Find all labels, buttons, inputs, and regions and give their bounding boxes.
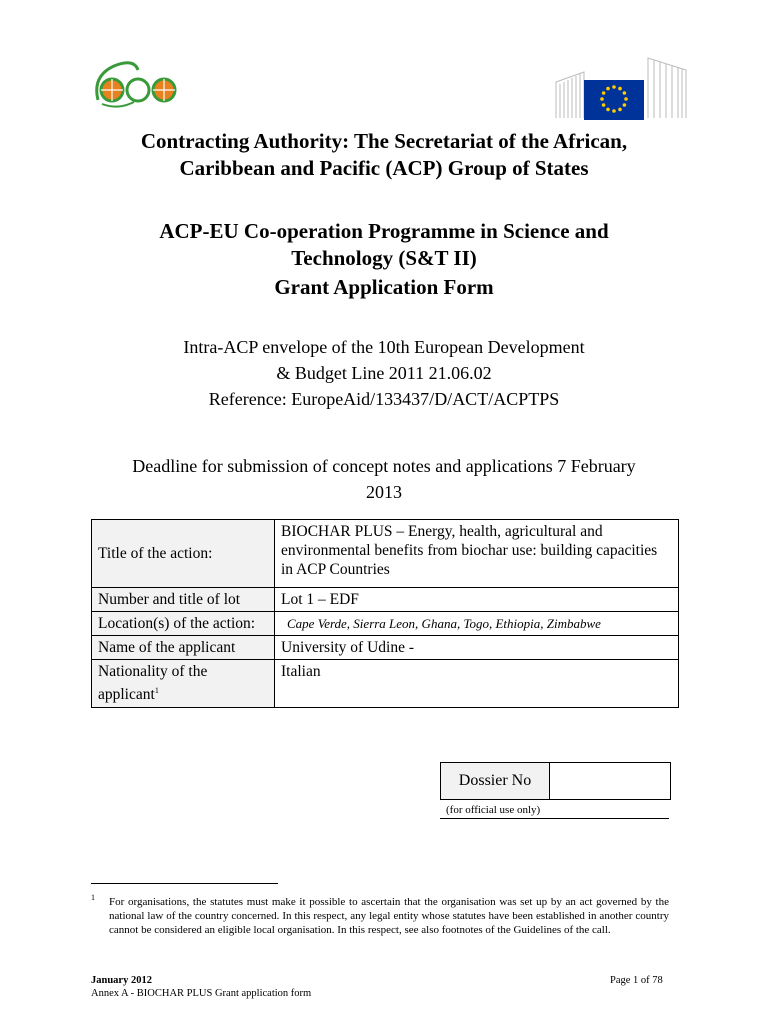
table-row-lot bbox=[92, 588, 679, 612]
programme-line-1: ACP-EU Co-operation Programme in Science and bbox=[159, 219, 609, 243]
lot-value: Lot 1 – EDF bbox=[275, 588, 679, 612]
table-row-title bbox=[92, 520, 679, 588]
info-line-2: & Budget Line 2011 21.06.02 bbox=[276, 363, 492, 383]
contracting-line-1: Contracting Authority: The Secretariat of the African, bbox=[140, 129, 628, 153]
footnote bbox=[91, 895, 669, 937]
action-details-table bbox=[91, 519, 679, 708]
location-cell bbox=[275, 612, 679, 636]
acp-logo bbox=[88, 56, 180, 112]
dossier-label: Dossier No bbox=[441, 763, 550, 799]
european-commission-logo bbox=[554, 52, 690, 122]
title-label: Title of the action: bbox=[92, 520, 275, 588]
dossier-box bbox=[440, 762, 671, 800]
footnote-divider bbox=[91, 883, 278, 884]
nationality-label-cell bbox=[92, 660, 275, 708]
lot-label: Number and title of lot bbox=[92, 588, 275, 612]
applicant-label: Name of the applicant bbox=[92, 636, 275, 660]
location-value: Cape Verde, Sierra Leon, Ghana, Togo, Ethiopia, Zimbabwe bbox=[287, 616, 601, 631]
info-line-1: Intra-ACP envelope of the 10th European Development bbox=[183, 337, 585, 357]
table-row-location bbox=[92, 612, 679, 636]
programme-info bbox=[0, 334, 768, 412]
applicant-value: University of Udine - bbox=[275, 636, 679, 660]
programme-heading bbox=[0, 218, 768, 272]
nationality-value: Italian bbox=[275, 660, 679, 708]
location-label: Location(s) of the action: bbox=[92, 612, 275, 636]
footer-annex: Annex A - BIOCHAR PLUS Grant application form bbox=[91, 988, 312, 999]
deadline-line-2: 2013 bbox=[366, 482, 402, 502]
footer-date: January 2012 bbox=[91, 975, 152, 986]
dossier-value bbox=[550, 763, 670, 799]
deadline-text bbox=[0, 453, 768, 505]
contracting-authority-heading bbox=[0, 128, 768, 182]
contracting-line-2: Caribbean and Pacific (ACP) Group of States bbox=[179, 156, 589, 180]
info-line-3: Reference: EuropeAid/133437/D/ACT/ACPTPS bbox=[208, 389, 560, 409]
footnote-ref: 1 bbox=[154, 686, 159, 695]
deadline-line-1: Deadline for submission of concept notes and applications 7 February bbox=[132, 456, 636, 476]
nationality-label: Nationality of the applicant bbox=[98, 663, 208, 704]
programme-line-2: Technology (S&T II) bbox=[291, 246, 477, 270]
footer-page-number: Page 1 of 78 bbox=[610, 975, 663, 986]
table-row-nationality bbox=[92, 660, 679, 708]
official-use-note: (for official use only) bbox=[440, 804, 669, 819]
table-row-applicant bbox=[92, 636, 679, 660]
footnote-number: 1 bbox=[91, 893, 95, 902]
form-title: Grant Application Form bbox=[274, 275, 494, 299]
footnote-text: For organisations, the statutes must make it possible to ascertain that the organisation was set up by an act governed by the national law of the country concerned. In this respect, any legal entity whose statutes have been established in another country cannot be considered an eligible local organisation. In this respect, see also footnotes of the Guidelines of the call. bbox=[109, 896, 669, 936]
title-value: BIOCHAR PLUS – Energy, health, agricultural and environmental benefits from biochar use: building capacities in ACP Countries bbox=[275, 520, 679, 588]
